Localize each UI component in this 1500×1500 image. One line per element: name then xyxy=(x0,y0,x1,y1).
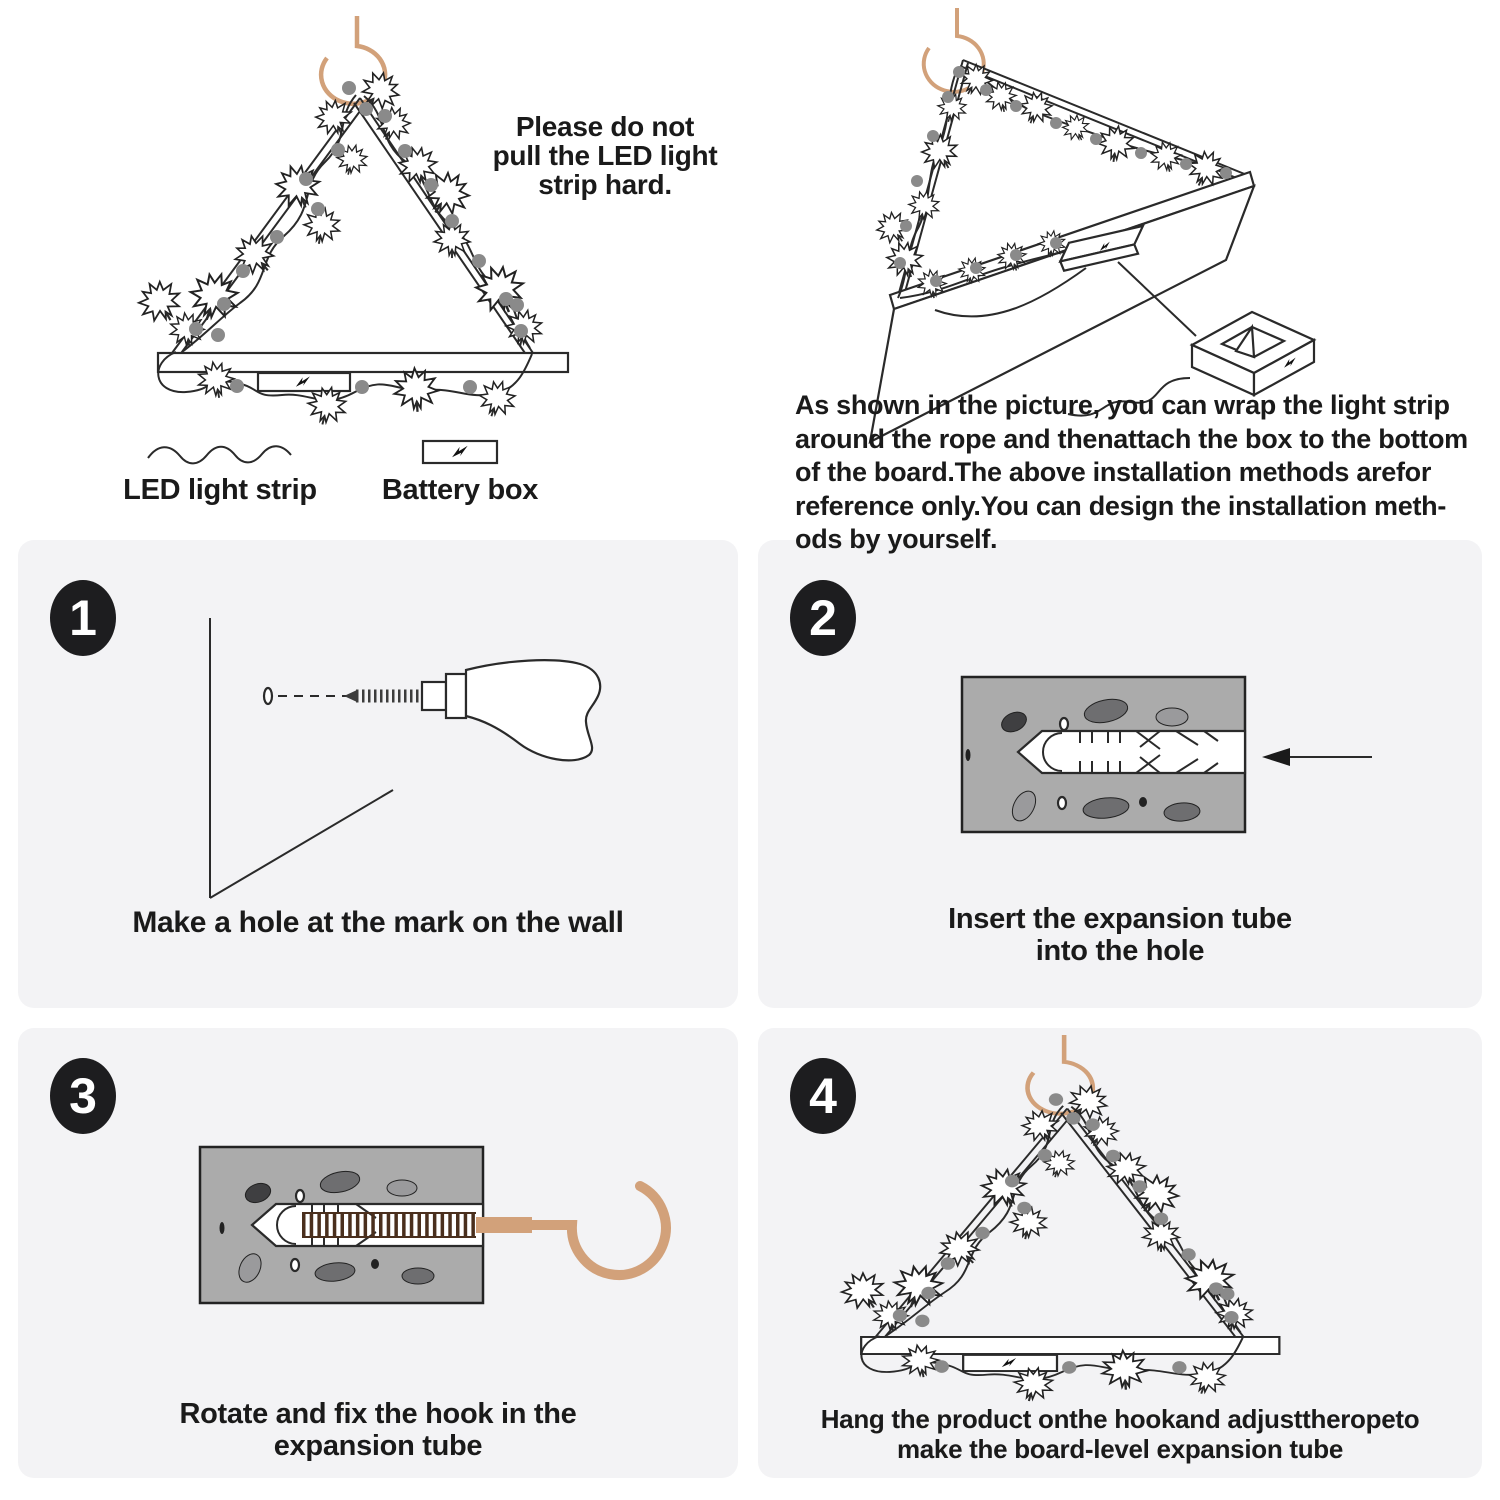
battery-box-label: Battery box xyxy=(381,474,539,506)
installation-note-text: As shown in the picture, you can wrap the light strip around the rope and thenattach the box to the bottom of the board.The above installation methods arefor reference only.You can design the installation meth- ods by yourself. xyxy=(795,390,1468,554)
step-1-badge: 1 xyxy=(50,580,116,656)
warning-text: Please do not pull the LED light strip hard. xyxy=(492,111,718,200)
step-4-badge: 4 xyxy=(790,1058,856,1134)
drill-hole-illustration xyxy=(210,618,600,898)
led-strip-wave-icon xyxy=(148,446,291,463)
expansion-tube-icon xyxy=(1018,731,1245,773)
drill-icon xyxy=(344,660,600,760)
hook-in-tube-illustration xyxy=(200,1147,666,1303)
step-4-caption: Hang the product onthe hookand adjusttheropeto make the board-level expansion tube xyxy=(820,1404,1420,1464)
step-2-badge: 2 xyxy=(790,580,856,656)
step-1-caption: Make a hole at the mark on the wall xyxy=(132,906,624,939)
expansion-tube-illustration xyxy=(962,677,1372,832)
insert-arrow-icon xyxy=(1262,748,1372,766)
step-3-caption: Rotate and fix the hook in the expansion tube xyxy=(179,1398,577,1462)
battery-box-icon xyxy=(423,441,497,463)
led-strip-label: LED light strip xyxy=(123,474,317,506)
hung-product-illustration xyxy=(834,1035,1279,1405)
step-3-badge: 3 xyxy=(50,1058,116,1134)
perspective-shelf-illustration xyxy=(870,8,1314,442)
step-2-caption: Insert the expansion tube into the hole xyxy=(948,903,1292,967)
wall-hole xyxy=(264,688,272,704)
